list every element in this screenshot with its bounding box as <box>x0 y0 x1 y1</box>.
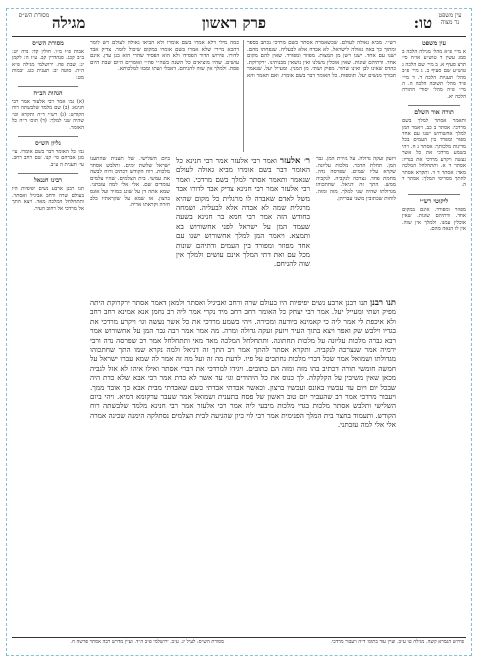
sidebar-text: מפוזר ומפורד. אינם במקום אחד. ודתיהם שונות. שאין אוכלין עמנו. ולמלך אין שוה. אין לו הנאה מהם. <box>402 206 466 232</box>
gemara-text: תנו רבנן ארבע נשים יפיפיות היו בעולם שרה ורחב ואביגיל ואסתר ולמאן דאמר אסתר ירקרוקת היתה מפיק ושתי ומעייל יעל. אמר רבי יצחק כל האומר רחב רחב מיד נקרי אמר ליה רב נחמן אנא אמינא רחב רחב ולא איכפת לי אמר ליה כי קאמינא ביודעה ומכירה. ויהי בשמע מרדכי את כל אשר נעשה וגו׳ ויקרע מרדכי את בגדיו וילבש שק ואפר ויצא בתוך העיר ויזעק זעקה גדולה ומרה. מה אמר אמר רבה גבר המן על אחשורוש אמר רבא גברה מלכות עליונה על מלכות תחתונה. ותתחלחל המלכה מאד מאי ותתחלחל אמר רב שפרסה נדה ורבי ירמיה אמר שנצרכה לנקביה. ותקרא אסתר להתך אמר רב התך זה דניאל ולמה נקרא שמו התך שחתכוהו מגדולתו ושמואל אמר שכל דברי מלכות נחתכים על פיו. לדעת מה זה ועל מה זה אמר לה שמא עברו ישראל על חמשה חומשי תורה דכתיב בהו מזה ומזה הם כתובים. ויגידו למרדכי את דברי אסתר ואילו איהו לא אזל לגביה מכאן שאין משיבין על הקלקלה. לך כנוס את כל היהודים וגו׳ עד אשר לא כדת אמר רבי אבא שלא כדת היה שבכל יום ויום עד עכשיו באונס ועכשיו ברצון. וכאשר אבדתי אבדתי כשם שאבדתי מבית אבא כך אובד ממך. ויעבור מרדכי אמר רב שהעביר יום טוב ראשון של פסח בתענית ושמואל אמר שעבר ערקומא דמיא. ויהי ביום השלישי ותלבש אסתר מלכות בגדי מלכות מיבעי ליה אמר רבי אלעזר אמר רבי חנינא מלמד שלבשתה רוח הקודש. ותעמוד בחצר בית המלך הפנימית אמר רבי לוי כיון שהגיעה לבית הצלמים נסתלקה הימנה שכינה אמרה אלי אלי למה עזבתני. <box>90 298 396 430</box>
tosafot-top: תוספות. כל האומר דבר בשם אומרו. ואם תאמר והא כמה מילי דלא אמרו בשם אומרו ולא הביאו גאולה לעולם ויש לומר דהכא מיירי שלא אמרו בשם אומרו במקום שיכול לומר. צדיק אבד לדורו. פירוש הדור הפסידו ולא הוא הפסיד שהרי הוא בגן עדן. אינם עושים. שהיו מוציאים כל השנה בשה״י פה״י ואומרים היום שבת היום פסח. ולמלך אין שוה להניחם. דאכלי ושתו ומבזו למלכותא. <box>90 40 356 79</box>
header-corner-left: מסורת הש״ס <box>18 12 50 19</box>
sidebar-text: גמ׳ כל האומר דבר בשם אומרו. עי׳ מגן אברהם סי׳ קנו. שם רחב רחב. עי׳ תענית ה ע״ב. <box>12 149 84 168</box>
sidebar-text: (א) גמ׳ אמר רבי אלעזר אמר רבי חנינא: (ב) שם מלמד שלבשתה רוח הקודש: (ג) רש״י ד״ה ותקרא וכו׳ שהיה שני למלך: (ד) תוס׳ ד״ה כל האומר. <box>12 99 84 131</box>
rashi-side: ויזעק זעקה גדולה. על גזירת המן. גבר המן. תחלת הדבר. מלכות עליונה. שקרא עליו שמים. שפרסה נדה. מחמת פחד. נצרכה לנקביה. לנקביה ממש. התך זה דניאל. שחתכוהו מגדולתו שהיה שני למלך. מזה ומזה. לוחות שכתובין משני עבריהן. <box>316 156 396 202</box>
sidebar-text: אבות פ״ו מ״ו. חולין קד: נדה יט: ב״ב קכג. סנהדרין קב. ע״ז ה: לקמן יג: שבת פח. ירושלמי מגילה פ״א ה״ה. סוטה יב: תענית כט. יבמות מט: <box>12 49 84 81</box>
center-row <box>90 156 396 294</box>
sidebar-left <box>12 40 84 640</box>
sidebar-right-block <box>402 198 466 233</box>
commentary-top <box>90 40 396 152</box>
sidebar-right-block <box>402 109 466 188</box>
talmud-page <box>12 10 466 652</box>
gemara-opening-word: תנו רבנן <box>369 298 396 307</box>
center-column <box>90 40 396 640</box>
folio-number: טו: <box>413 14 432 32</box>
sidebar-heading: עין משפט <box>421 40 446 47</box>
page-header <box>12 10 466 37</box>
sidebar-text: ותאמר אסתר למלך בשם מרדכי: אסתר ב כב. ויאמר המן למלך אחשורוש ישנו עם אחד מפזר ומפרד בין העמים בכל מדינות מלכותך: אסתר ג ח. ויהי בשמע מרדכי את כל אשר נעשה ויקרע מרדכי את בגדיו: אסתר ד א. ותתחלחל המלכה מאד: אסתר ד ד. ותקרא אסתר להתך מסריסי המלך: אסתר ד ה. <box>402 118 466 189</box>
sidebar-heading: הגהות הב״ח <box>33 90 63 98</box>
sidebar-right <box>402 40 466 640</box>
sidebar-text: תנו רבנן ארבע נשים יפיפיות היו בעולם שרה ורחב אביגיל ואסתר. ותתחלחל המלכה מאד. ויצא התך אל מרדכי אל רחוב העיר. <box>12 186 84 212</box>
rashi-top: רש״י. מביא גאולה לעולם. שכשאמרה אסתר בשם מרדכי נכתב בספר ומתוך כך באה גאולה לישראל. לא אבדה אלא לבעליה. שנפחתו מהם. ישנו עם אחד. ישנו וישן מן המצות. מפוזר ומפורד. שאין להם מקום אחד. ודתיהם שונות. שאין אוכלין משלנו ואין נושאין מבנותינו. ירקרוקת. כהדס שאינו לבן ואינו שחור. מפיק ושתי. מן המנין. ומעייל יעל. שנאמר תבורך מנשים יעל. <box>247 40 396 79</box>
divider <box>18 173 78 174</box>
chapter-title: פרק ראשון <box>201 14 266 32</box>
sidebar-heading: ליקוטי רש״י <box>419 197 449 205</box>
header-corner-right: עין משפט נר מצוה <box>438 12 462 26</box>
divider <box>408 194 460 195</box>
page-footer <box>12 637 466 652</box>
sidebar-heading: מסורת הש״ס <box>32 40 64 47</box>
gemara-bottom <box>90 298 396 604</box>
gemara-opening-word: ר׳ אלעזר <box>279 156 310 165</box>
divider <box>18 86 78 87</box>
divider <box>18 136 78 137</box>
sidebar-heading: רבינו חננאל <box>34 177 62 185</box>
sidebar-left-block <box>12 40 84 81</box>
sidebar-heading: גליון הש״ס <box>35 140 61 148</box>
footer-note-left: מסורת הש״ס: לעיל יג. ע״ב. ירושלמי פ״ב ה״ד. ועיין מדרש רבה אסתר פרשה ח. <box>70 639 224 645</box>
divider <box>408 105 460 106</box>
sidebar-text: א מיי׳ פ״א מהל׳ מגילה הלכה ב סמג עשין ד טוש״ע או״ח סי׳ תרצ סעיף א. ב מיי׳ שם הלכה ג טוש״ע שם סעיף ב. ג מיי׳ פ״ב מהל׳ תעניות הלכה ד. ד מיי׳ פ״ד מהל׳ תשובה הלכה ה. ה מיי׳ פ״ה מהל׳ יסודי התורה הלכה יא. <box>402 49 466 100</box>
sidebar-heading: תורה אור השלם <box>414 109 454 117</box>
sidebar-left-block <box>12 140 84 168</box>
tosafot-side: ביום השלישי. של תענית שהתענו ישראל שלשת ימים. ותלבש אסתר מלכות. רוח הקודש דכתיב ורוח לבשה את עמשי. בית הצלמים. שהיו צלמים עומדים שם. אלי אלי למה עזבתני. שמא אתה דן על שוגג כמזיד ועל אונס כרצון. או שמא על שקראתיו כלב חזרה וקראתו אריה. <box>90 156 170 209</box>
tractate-title: מגילה <box>52 14 86 32</box>
sidebar-left-block <box>12 177 84 212</box>
footer-note-right: פירוש הגמרא קשה. מגילה טו ע״ב. ועיין עוד בתוס׳ ד״ה ויעבור מרדכי. <box>330 639 464 645</box>
sidebar-left-block <box>12 90 84 131</box>
gemara-text: ואמר רבי אלעזר אמר רבי חנינא כל האומר דבר בשם אומרו מביא גאולה לעולם שנאמר ותאמר אסתר למלך בשם מרדכי. ואמר רבי אלעזר אמר רבי חנינא צדיק אבד לדורו אבד משל לאדם שאבדה לו מרגלית כל מקום שהיא מרגלית שמה לא אבדה אלא לבעליה. ושמחה בחודש הזה אמר רבי חמא בר חנינא בשעה שעמד המן על ישראל לפני אחשורוש בא ותמצא. ויאמר המן למלך אחשורוש ישנו עם אחד מפוזר ומפורד בין העמים ודתיהם שונות מכל עם ואת דתי המלך אינם עושים ולמלך אין שוה להניחם. <box>176 156 310 269</box>
gemara-top <box>176 156 310 294</box>
sidebar-right-block <box>402 40 466 100</box>
